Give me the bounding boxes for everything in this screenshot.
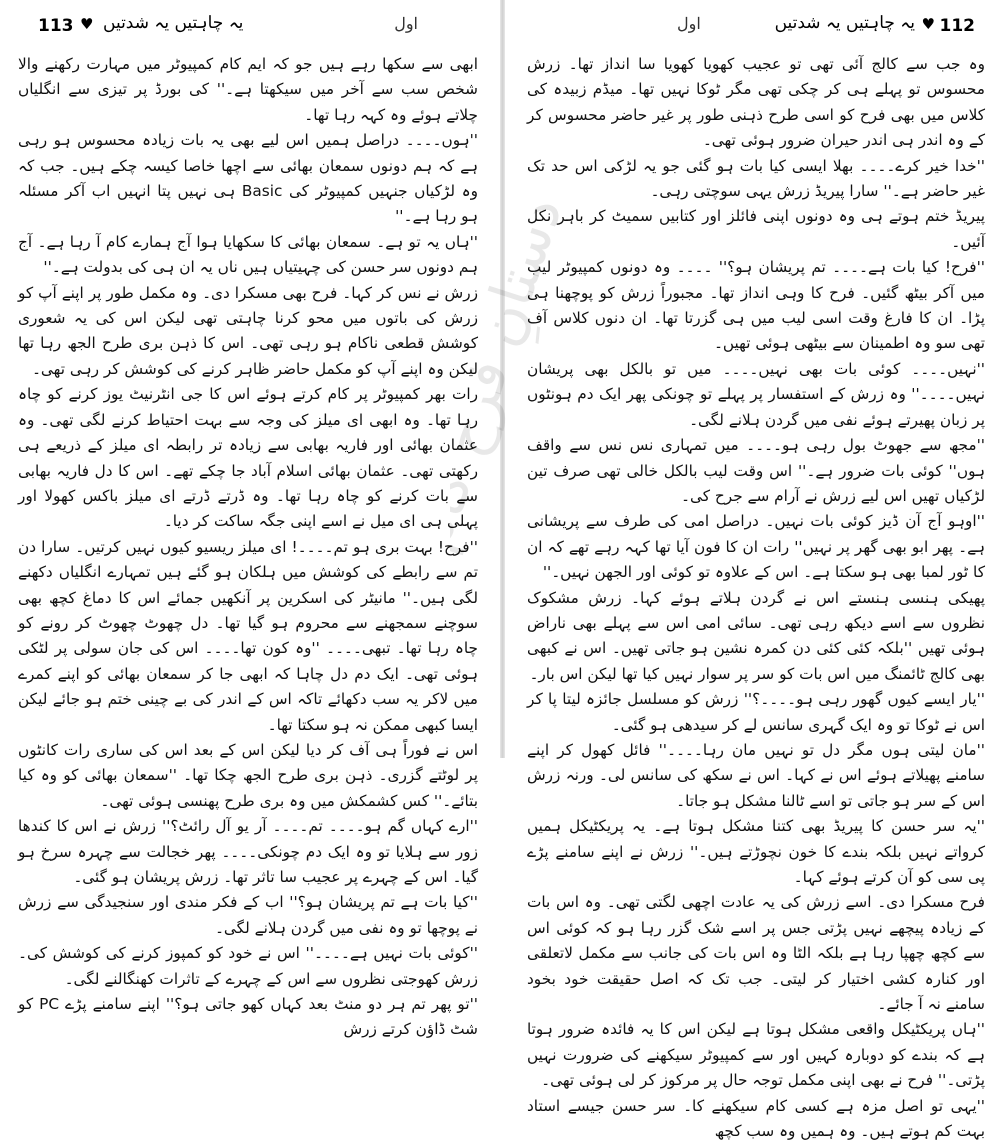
paragraph: پھیکی ہنسی ہنستے اس نے گردن ہلاتے ہوئے کہا۔ زرش مشکوک نظروں سے اسے دیکھ رہی تھی۔ سائی امی اس سے پہلے بھی ناراض ہوئی تھیں ''بلکہ کئی کئی دن کمرہ نشین ہو جاتی تھیں۔ اس نے کبھی بھی کالج ٹائمنگ میں اس بات کو سر پر سوار نہیں کیا تھا لیکن اس بار۔ — [527, 588, 985, 683]
left-page — [0, 0, 500, 1039]
paragraph: فرح مسکرا دی۔ اسے زرش کی یہ عادت اچھی لگتی تھی۔ وہ اس بات کے زیادہ پیچھے نہیں پڑتی جس پر اسے شک گزر رہا ہو کہ کوئی اس سے کچھ چھپا رہا ہے بلکہ الٹا وہ اس بات کی جانب سے مکمل لاتعلقی اور کنارہ کشی اختیار کر لیتی۔ جب تک کہ اصل حقیقت خود بخود سامنے نہ آ جائے۔ — [527, 893, 985, 1014]
right-page — [505, 0, 1005, 1141]
paragraph: ''تو پھر تم ہر دو منٹ بعد کہاں کھو جاتی ہو؟'' اپنے سامنے پڑے PC کو شٹ ڈاؤن کرتے زرش — [18, 995, 478, 1039]
page-number: 112 — [939, 16, 975, 36]
watermark-text: دستانِ فرح کام — [450, 188, 560, 560]
running-title: یہ چاہتیں یہ شدتیں — [103, 13, 244, 33]
paragraph: ''یار ایسے کیوں گھور رہی ہو۔۔۔۔؟'' زرش کو مسلسل جائزہ لیتا پا کر اس نے ٹوکا تو وہ ایک گہری سانس لے کر سیدھی ہو گئی۔ — [527, 690, 985, 734]
paragraph: ''کوئی بات نہیں ہے۔۔۔۔'' اس نے خود کو کمپوز کرنے کی کوشش کی۔ زرش کھوجتی نظروں سے اس کے چہرے کے تاثرات کھنگالنے لگی۔ — [18, 944, 478, 988]
paragraph: اس نے فوراً ہی آف کر دیا لیکن اس کے بعد اس کی ساری رات کانٹوں پر لوٹتے گزری۔ ذہن بری طرح الجھ چکا تھا۔ ''سمعان بھائی کو وہ کیا بتائے۔'' کس کشمکش میں وہ بری طرح پھنسی ہوئی تھی۔ — [18, 740, 478, 810]
paragraph: ''ارے کہاں گم ہو۔۔۔۔ تم۔۔۔۔ آر یو آل رائٹ؟'' زرش نے اس کا کندھا زور سے ہلایا تو وہ ایک دم چونکی۔۔۔۔ پھر خجالت سے چہرہ سرخ ہو گیا۔ اس کے چہرے پر عجیب سا تاثر تھا۔ زرش پریشان ہو گئی۔ — [18, 817, 478, 886]
heart-icon: ♥ — [921, 15, 935, 33]
paragraph: ''یہ سر حسن کا پیریڈ بھی کتنا مشکل ہوتا ہے۔ یہ پریکٹیکل ہمیں کرواتے نہیں بلکہ بندے کا خون نچوڑتے ہیں۔'' زرش نے اپنے سامنے پڑے پی سی کو آن کرتے ہوئے کہا۔ — [527, 817, 985, 886]
paragraph: ''یہی تو اصل مزہ ہے کسی کام سیکھنے کا۔ سر حسن جیسے استاد بہت کم ہوتے ہیں۔ وہ ہمیں وہ سب کچھ — [527, 1096, 985, 1141]
paragraph: رات بھر کمپیوٹر پر کام کرتے ہوئے اس کا جی انٹرنیٹ یوز کرنے کو چاہ رہا تھا۔ وہ ابھی ای میلز کی وجہ سے بہت احتیاط کرنے لگی تھی۔ وہ عثمان بھائی اور فاریہ بھابی سے زیادہ تر رابطہ ای میلز کے ذریعے ہی رکھتی تھی۔ عثمان بھائی اسلام آباد جا چکے تھے۔ اس کا دل فاریہ بھابی سے بات کرنے کو چاہ رہا تھا۔ وہ ڈرتے ڈرتے ای میلز باکس کھولا اور پہلی ہی ای میل نے اسے اپنی جگہ ساکت کر دیا۔ — [18, 385, 478, 531]
chapter-mark: اول — [394, 14, 418, 33]
right-page-body — [527, 52, 985, 1144]
page-number: 113 — [38, 16, 74, 36]
left-page-header — [18, 0, 478, 46]
left-page-body — [18, 52, 478, 1043]
paragraph: ''ہاں پریکٹیکل واقعی مشکل ہوتا ہے لیکن اس کا یہ فائدہ ضرور ہوتا ہے کہ بندے کو دوبارہ کہیں اور سے کمپیوٹر سیکھنے کی ضرورت نہیں پڑتی۔'' فرح نے بھی اپنی مکمل توجہ حال پر مرکوز کر لی ہوئی تھی۔ — [527, 1020, 985, 1090]
paragraph: پیریڈ ختم ہوتے ہی وہ دونوں اپنی فائلز اور کتابیں سمیٹ کر باہر نکل آئیں۔ — [527, 207, 985, 251]
paragraph: ''مجھ سے جھوٹ بول رہی ہو۔۔۔۔ میں تمہاری نس نس سے واقف ہوں'' کوئی بات ضرور ہے۔'' اس وقت لیب بالکل خالی تھی صرف تین لڑکیاں تھیں اس لیے زرش نے آرام سے جرح کی۔ — [527, 436, 985, 505]
paragraph: ''ہاں یہ تو ہے۔ سمعان بھائی کا سکھایا ہوا آج ہمارے کام آ رہا ہے۔ آج ہم دونوں سر حسن کی چہیتیاں ہیں ناں یہ ان ہی کی بدولت ہے۔'' — [18, 232, 478, 277]
paragraph: ''ہوں۔۔۔۔ دراصل ہمیں اس لیے بھی یہ بات زیادہ محسوس ہو رہی ہے کہ ہم دونوں سمعان بھائی سے اچھا خاصا کیسہ چکے ہیں۔ جب کہ وہ لڑکیاں جنہیں کمپیوٹر کی Basic ہی نہیں پتا انہیں اب آکر مسئلہ ہو رہا ہے۔'' — [18, 131, 479, 226]
running-title: یہ چاہتیں یہ شدتیں — [774, 13, 915, 33]
heart-icon: ♥ — [80, 15, 94, 33]
right-page-header — [527, 0, 985, 46]
paragraph: ابھی سے سکھا رہے ہیں جو کہ ایم کام کمپیوٹر میں مہارت رکھنے والا شخص سب سے آخر میں سیکھتا ہے۔'' کی بورڈ پر تیزی سے انگلیاں چلاتے ہوئے وہ کہہ رہا تھا۔ — [18, 55, 478, 124]
paragraph: ''کیا بات ہے تم پریشان ہو؟'' اب کے فکر مندی اور سنجیدگی سے زرش نے پوچھا تو وہ نفی میں گردن ہلانے لگی۔ — [18, 893, 478, 937]
chapter-mark: اول — [677, 14, 701, 33]
paragraph: ''فرح! بہت بری ہو تم۔۔۔۔! ای میلز ریسیو کیوں نہیں کرتیں۔ سارا دن تم سے رابطے کی کوشش میں ہلکان ہو گئے ہیں تمہارے انگلیاں دکھنے لگی ہیں۔'' مانیٹر کی اسکرین پر آنکھیں جمائے اس کا دماغ کچھ بھی سوچنے سمجھنے سے محروم ہو گیا تھا۔ دل چھوٹ چھوٹ کر رونے کو چاہ رہا تھا۔ تبھی۔۔۔۔ ''وہ کون تھا۔۔۔۔ اس کی جان سولی پر لٹکی ہوئی تھی۔ ایک دم دل چاہا کہ ابھی جا کر سمعان بھائی کو اپنے کمرے میں لاکر یہ سب دکھائے تاکہ اس کے اندر کی بے چینی ختم ہو جائے لیکن ایسا کبھی ممکن نہ ہو سکتا تھا۔ — [18, 537, 478, 734]
paragraph: ''مان لیتی ہوں مگر دل تو نہیں مان رہا۔۔۔۔'' فائل کھول کر اپنے سامنے پھیلاتے ہوئے اس نے کہا۔ اس نے سکھ کی سانس لی۔ ورنہ زرش اس کے سر ہو جاتی تو اسے ٹالنا مشکل ہو جاتا۔ — [527, 740, 985, 810]
paragraph: ''نہیں۔۔۔۔ کوئی بات بھی نہیں۔۔۔۔ میں تو بالکل بھی پریشان نہیں۔۔۔۔'' وہ زرش کے استفسار پر پہلے تو چونکی پھر ایک دم ہونٹوں پر زبان پھیرتے ہوئے نفی میں گردن ہلانے لگی۔ — [527, 359, 985, 429]
paragraph: ''فرح! کیا بات ہے۔۔۔۔ تم پریشان ہو؟'' ۔۔۔۔ وہ دونوں کمپیوٹر لیب میں آکر بیٹھ گئیں۔ فرح کا وہی انداز تھا۔ مجبوراً زرش کو پوچھنا ہی پڑا۔ ان کا فارغ وقت اسی لیب میں ہی گزرتا تھا۔ ان دنوں کلاس آف تھی سو وہ اطمینان سے بیٹھی ہوئی تھیں۔ — [527, 258, 985, 353]
paragraph: زرش نے نس کر کہا۔ فرح بھی مسکرا دی۔ وہ مکمل طور پر اپنے آپ کو زرش کی باتوں میں محو کرنا چاہتی تھی لیکن اس کی یہ شعوری کوشش قطعی ناکام ہو رہی تھی۔ اس کا ذہن بری طرح الجھ رہا تھا لیکن وہ اپنے آپ کو مکمل حاضر ظاہر کرنے کی کوشش کر رہی تھی۔ — [18, 283, 478, 378]
paragraph: ''خدا خیر کرے۔۔۔۔ بھلا ایسی کیا بات ہو گئی جو یہ لڑکی اس حد تک غیر حاضر ہے۔'' سارا پیریڈ زرش یہی سوچتی رہی۔ — [527, 156, 985, 201]
paragraph: وہ جب سے کالج آئی تھی تو عجیب کھویا کھویا سا انداز تھا۔ زرش محسوس تو پہلے ہی کر چکی تھی مگر ٹوکا نہیں تھا۔ میڈم زبیدہ کی کلاس میں بھی فرح کو اسی طرح ذہنی طور پر غیر حاضر محسوس کر کے وہ اندر ہی اندر حیران ضرور ہوئی تھی۔ — [527, 55, 985, 150]
paragraph: ''اوہو آج آن ڈیز کوئی بات نہیں۔ دراصل امی کی طرف سے پریشانی ہے۔ پھر ابو بھی گھر پر نہیں'' رات ان کا فون آیا تھا کہہ رہے تھے کہ ان کا ٹور لمبا بھی ہو سکتا ہے۔ اس کے علاوہ تو کوئی اور الجھن نہیں۔'' — [527, 512, 985, 582]
